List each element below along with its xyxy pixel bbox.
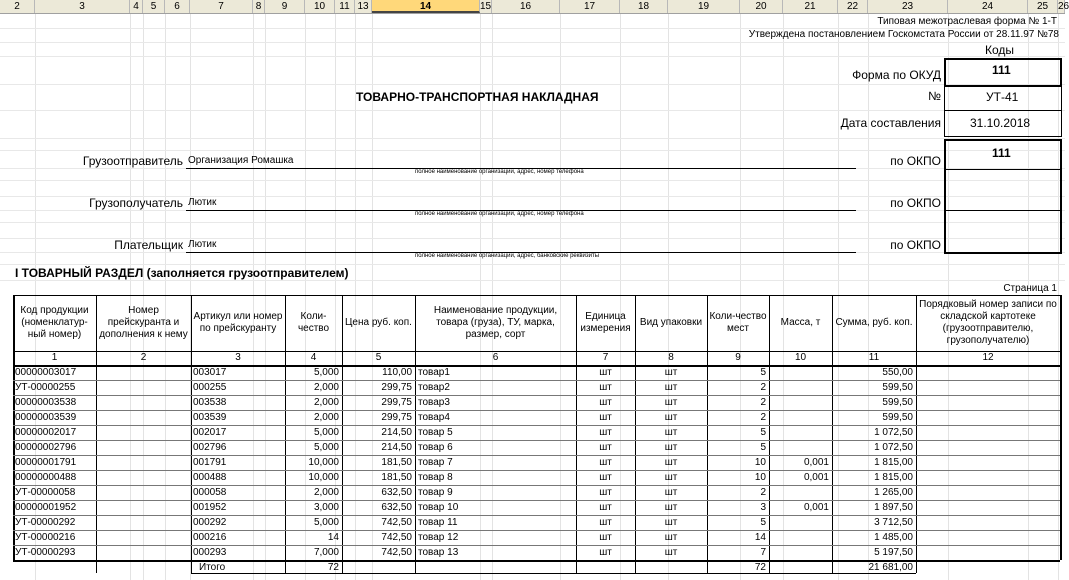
- table-header-2: Номер прейскуранта и дополнения к нему: [99, 305, 188, 340]
- cell-art[interactable]: 000488: [193, 472, 227, 483]
- cell-sum[interactable]: 1 815,00: [874, 472, 913, 483]
- cell-price[interactable]: 299,75: [381, 397, 412, 408]
- cell-pack[interactable]: шт: [664, 397, 678, 408]
- cell-art[interactable]: 000293: [193, 547, 227, 558]
- table-column-number: 3: [235, 352, 241, 363]
- cell-name[interactable]: товар 13: [418, 547, 459, 558]
- cell-pack[interactable]: шт: [664, 532, 678, 543]
- column-header-24[interactable]: 24: [948, 0, 1028, 13]
- cell-code[interactable]: УТ-00000216: [15, 532, 76, 543]
- column-header-26[interactable]: 26: [1058, 1, 1069, 12]
- cell-code[interactable]: 00000003017: [15, 367, 77, 378]
- cell-places[interactable]: 14: [754, 532, 766, 543]
- table-header-9: Коли-чество мест: [709, 311, 767, 334]
- cell-sum[interactable]: 550,00: [882, 367, 913, 378]
- table-column-number: 9: [735, 352, 741, 363]
- cell-art[interactable]: 002017: [193, 427, 227, 438]
- cell-name[interactable]: товар4: [418, 412, 450, 423]
- table-row[interactable]: [0, 531, 1065, 546]
- grid-line-horizontal: [0, 138, 1065, 139]
- payer-value[interactable]: Лютик: [188, 239, 217, 250]
- cell-pack[interactable]: шт: [664, 487, 678, 498]
- cell-price[interactable]: 181,50: [381, 472, 412, 483]
- total-label: Итого: [199, 562, 226, 573]
- payer-label: Плательщик: [114, 238, 183, 252]
- cell-art[interactable]: 000292: [193, 517, 227, 528]
- cell-qty[interactable]: 3,000: [313, 502, 339, 513]
- column-header-8[interactable]: 8: [253, 0, 265, 13]
- payer-hint: полное наименование организации, адрес, банковские реквизиты: [415, 253, 600, 259]
- sender-hint: полное наименование организации, адрес, номер телефона: [415, 169, 584, 175]
- column-header-22[interactable]: 22: [838, 0, 868, 13]
- cell-places[interactable]: 5: [760, 517, 766, 528]
- cell-unit[interactable]: шт: [599, 367, 612, 378]
- column-header-16[interactable]: 16: [492, 0, 560, 13]
- cell-mass[interactable]: 0,001: [803, 472, 829, 483]
- form-meta-line2: Утверждена постановлением Госкомстата России от 28.11.97 №78: [748, 29, 1059, 40]
- cell-code[interactable]: 00000002017: [15, 427, 77, 438]
- grid-line-horizontal: [0, 84, 1065, 85]
- cell-unit[interactable]: шт: [599, 397, 612, 408]
- sender-value[interactable]: Организация Ромашка: [188, 155, 294, 166]
- cell-name[interactable]: товар3: [418, 397, 450, 408]
- cell-places[interactable]: 10: [754, 472, 766, 483]
- table-column-number: 4: [310, 352, 317, 363]
- column-header-15[interactable]: 15: [480, 1, 492, 12]
- grid-line-horizontal: [0, 56, 1065, 57]
- grid-line-horizontal: [0, 280, 1065, 281]
- table-header-1: Код продукции (номенклатур-ный номер): [20, 305, 89, 340]
- cell-pack[interactable]: шт: [664, 427, 678, 438]
- okpo-label-payer: по ОКПО: [890, 238, 941, 252]
- cell-code[interactable]: УТ-00000255: [15, 382, 76, 393]
- cell-places[interactable]: 5: [760, 442, 766, 453]
- column-header-13[interactable]: 13: [355, 0, 372, 13]
- cell-art[interactable]: 001791: [193, 457, 227, 468]
- totals-bottom-border: [191, 573, 916, 574]
- cell-pack[interactable]: шт: [664, 457, 678, 468]
- cell-sum[interactable]: 1 072,50: [874, 442, 913, 453]
- cell-name[interactable]: товар 9: [418, 487, 453, 498]
- column-header-2[interactable]: 2: [0, 0, 35, 13]
- table-column-number: 1: [51, 352, 58, 363]
- cell-places[interactable]: 2: [760, 382, 766, 393]
- codes-header: Коды: [985, 43, 1015, 57]
- table-row[interactable]: [0, 426, 1065, 441]
- cell-sum[interactable]: 5 197,50: [874, 547, 913, 558]
- form-meta-line1: Типовая межотраслевая форма № 1-Т: [877, 16, 1057, 27]
- table-column-number: 6: [492, 352, 499, 363]
- cell-sum[interactable]: 3 712,50: [874, 517, 913, 528]
- column-header-5[interactable]: 5: [143, 0, 165, 13]
- cell-code[interactable]: 00000001952: [15, 502, 77, 513]
- cell-qty[interactable]: 2,000: [313, 397, 339, 408]
- column-header-18[interactable]: 18: [620, 0, 668, 13]
- table-row[interactable]: [0, 546, 1065, 561]
- cell-name[interactable]: товар2: [418, 382, 450, 393]
- cell-places[interactable]: 3: [760, 502, 766, 513]
- cell-qty[interactable]: 7,000: [313, 547, 339, 558]
- cell-pack[interactable]: шт: [664, 367, 678, 378]
- column-header-3[interactable]: 3: [35, 0, 130, 13]
- table-header-3: Артикул или номер по прейскуранту: [193, 311, 283, 334]
- cell-price[interactable]: 632,50: [381, 502, 412, 513]
- cell-code[interactable]: 00000003539: [15, 412, 77, 423]
- cell-pack[interactable]: шт: [664, 502, 678, 513]
- cell-unit[interactable]: шт: [599, 532, 612, 543]
- cell-unit[interactable]: шт: [599, 472, 612, 483]
- cell-name[interactable]: товар 11: [418, 517, 458, 528]
- total-sum: 21 681,00: [868, 562, 913, 573]
- table-header-10: Масса, т: [780, 317, 821, 328]
- table-row[interactable]: [0, 486, 1065, 501]
- cell-art[interactable]: 003539: [193, 412, 227, 423]
- cell-unit[interactable]: шт: [599, 547, 612, 558]
- cell-sum[interactable]: 1 072,50: [874, 427, 913, 438]
- cell-art[interactable]: 003538: [193, 397, 227, 408]
- cell-sum[interactable]: 599,50: [882, 397, 913, 408]
- cell-price[interactable]: 632,50: [381, 487, 412, 498]
- cell-pack[interactable]: шт: [664, 382, 678, 393]
- cell-name[interactable]: товар 8: [418, 472, 453, 483]
- okpo-label-receiver: по ОКПО: [890, 196, 941, 210]
- section-title: I ТОВАРНЫЙ РАЗДЕЛ (заполняется грузоотправителем): [15, 266, 349, 280]
- cell-code[interactable]: УТ-00000293: [15, 547, 76, 558]
- doc-number-value[interactable]: УТ-41: [986, 90, 1019, 104]
- cell-price[interactable]: 214,50: [381, 442, 412, 453]
- cell-places[interactable]: 2: [760, 397, 766, 408]
- cell-sum[interactable]: 1 897,50: [874, 502, 913, 513]
- cell-code[interactable]: УТ-00000058: [15, 487, 76, 498]
- receiver-label: Грузополучатель: [89, 196, 183, 210]
- table-row[interactable]: [0, 381, 1065, 396]
- cell-mass[interactable]: 0,001: [803, 457, 829, 468]
- cell-unit[interactable]: шт: [599, 502, 612, 513]
- cell-places[interactable]: 5: [760, 367, 766, 378]
- table-header-8: Вид упаковки: [639, 317, 703, 328]
- cell-name[interactable]: товар 6: [418, 442, 453, 453]
- grid-line-horizontal: [0, 180, 1065, 181]
- column-header-19[interactable]: 19: [668, 0, 740, 13]
- sender-label: Грузоотправитель: [82, 154, 183, 168]
- cell-price[interactable]: 299,75: [381, 382, 412, 393]
- cell-price[interactable]: 181,50: [381, 457, 412, 468]
- cell-price[interactable]: 110,00: [382, 367, 412, 378]
- date-value[interactable]: 31.10.2018: [970, 116, 1031, 130]
- cell-price[interactable]: 742,50: [381, 547, 412, 558]
- table-row[interactable]: [0, 471, 1065, 486]
- cell-qty[interactable]: 2,000: [313, 412, 339, 423]
- cell-places[interactable]: 2: [760, 412, 766, 423]
- cell-qty[interactable]: 5,000: [313, 427, 339, 438]
- cell-qty[interactable]: 14: [327, 532, 339, 543]
- okud-value[interactable]: 111: [992, 63, 1011, 77]
- table-row[interactable]: [0, 456, 1065, 471]
- cell-price[interactable]: 742,50: [381, 532, 412, 543]
- cell-places[interactable]: 7: [760, 547, 766, 558]
- okpo-divider-1: [944, 169, 1062, 170]
- table-column-number: 7: [602, 352, 609, 363]
- table-header-11: Сумма, руб. коп.: [835, 317, 913, 328]
- cell-unit[interactable]: шт: [599, 487, 612, 498]
- cell-code[interactable]: УТ-00000292: [15, 517, 76, 528]
- cell-unit[interactable]: шт: [599, 517, 612, 528]
- column-header-14[interactable]: 14: [372, 0, 480, 13]
- cell-name[interactable]: товар 7: [418, 457, 453, 468]
- cell-code[interactable]: 00000002796: [15, 442, 77, 453]
- cell-qty[interactable]: 5,000: [313, 367, 339, 378]
- column-header-bar: [0, 0, 1069, 14]
- cell-sum[interactable]: 1 265,00: [874, 487, 913, 498]
- cell-unit[interactable]: шт: [599, 442, 612, 453]
- column-header-20[interactable]: 20: [740, 0, 783, 13]
- cell-art[interactable]: 002796: [193, 442, 227, 453]
- cell-name[interactable]: товар 12: [418, 532, 459, 543]
- okpo-label-sender: по ОКПО: [890, 154, 941, 168]
- cell-pack[interactable]: шт: [664, 472, 678, 483]
- doc-number-label: №: [928, 89, 941, 103]
- cell-places[interactable]: 2: [760, 487, 766, 498]
- table-column-number: 10: [794, 352, 807, 363]
- table-header-4: Коли-чество: [297, 311, 330, 334]
- cell-qty[interactable]: 5,000: [313, 517, 339, 528]
- date-label: Дата составления: [840, 116, 941, 130]
- cell-unit[interactable]: шт: [599, 382, 612, 393]
- cell-code[interactable]: 00000000488: [15, 472, 77, 483]
- table-row[interactable]: [0, 411, 1065, 426]
- cell-price[interactable]: 299,75: [381, 412, 412, 423]
- cell-unit[interactable]: шт: [599, 427, 612, 438]
- column-header-10[interactable]: 10: [305, 0, 335, 13]
- document-title: ТОВАРНО-ТРАНСПОРТНАЯ НАКЛАДНАЯ: [356, 90, 599, 104]
- cell-price[interactable]: 214,50: [381, 427, 412, 438]
- cell-sum[interactable]: 599,50: [882, 382, 913, 393]
- column-header-23[interactable]: 23: [868, 0, 948, 13]
- cell-unit[interactable]: шт: [599, 412, 612, 423]
- table-column-number: 11: [868, 352, 880, 363]
- cell-qty[interactable]: 10,000: [308, 457, 339, 468]
- total-qty: 72: [327, 562, 339, 573]
- table-header-7: Единица измерения: [580, 311, 631, 334]
- grid-line-horizontal: [0, 222, 1065, 223]
- cell-art[interactable]: 003017: [193, 367, 227, 378]
- cell-sum[interactable]: 1 485,00: [874, 532, 913, 543]
- column-header-25[interactable]: 25: [1028, 0, 1058, 13]
- okpo-sender-value[interactable]: 111: [992, 146, 1011, 160]
- table-header-6: Наименование продукции, товара (груза), ТУ, марка, размер, сорт: [433, 305, 558, 340]
- column-header-4[interactable]: 4: [130, 0, 143, 13]
- column-header-7[interactable]: 7: [190, 0, 253, 13]
- cell-pack[interactable]: шт: [664, 412, 678, 423]
- table-row[interactable]: [0, 501, 1065, 516]
- cell-places[interactable]: 10: [754, 457, 766, 468]
- cell-code[interactable]: 00000001791: [15, 457, 77, 468]
- cell-mass[interactable]: 0,001: [803, 502, 829, 513]
- cell-price[interactable]: 742,50: [381, 517, 412, 528]
- cell-qty[interactable]: 2,000: [313, 487, 339, 498]
- table-row[interactable]: [0, 366, 1065, 381]
- grid-line-horizontal: [0, 264, 1065, 265]
- cell-name[interactable]: товар1: [418, 367, 450, 378]
- total-places: 72: [754, 562, 766, 573]
- okud-label: Форма по ОКУД: [852, 68, 941, 82]
- page-label: Страница 1: [1003, 283, 1057, 294]
- grid-line-horizontal: [0, 42, 1065, 43]
- receiver-hint: полное наименование организации, адрес, номер телефона: [415, 211, 584, 217]
- cell-name[interactable]: товар 10: [418, 502, 459, 513]
- cell-art[interactable]: 001952: [193, 502, 227, 513]
- grid-line-horizontal: [0, 110, 1065, 111]
- cell-art[interactable]: 000058: [193, 487, 227, 498]
- cell-sum[interactable]: 1 815,00: [874, 457, 913, 468]
- table-row[interactable]: [0, 516, 1065, 531]
- table-header-5: Цена руб. коп.: [345, 317, 412, 328]
- cell-art[interactable]: 000216: [193, 532, 227, 543]
- cell-unit[interactable]: шт: [599, 457, 612, 468]
- cell-name[interactable]: товар 5: [418, 427, 453, 438]
- column-header-11[interactable]: 11: [335, 0, 355, 13]
- table-header-12: Порядковый номер записи по складской картотеке (грузоотправителю, грузополучателю): [919, 299, 1057, 346]
- cell-qty[interactable]: 10,000: [308, 472, 339, 483]
- cell-pack[interactable]: шт: [664, 517, 678, 528]
- cell-pack[interactable]: шт: [664, 442, 678, 453]
- okpo-divider-2: [944, 210, 1062, 211]
- grid-line-horizontal: [0, 150, 1065, 151]
- table-row[interactable]: [0, 396, 1065, 411]
- column-header-9[interactable]: 9: [265, 0, 305, 13]
- table-row[interactable]: [0, 441, 1065, 456]
- column-header-6[interactable]: 6: [165, 0, 190, 13]
- cell-sum[interactable]: 599,50: [882, 412, 913, 423]
- cell-qty[interactable]: 5,000: [313, 442, 339, 453]
- cell-qty[interactable]: 2,000: [313, 382, 339, 393]
- table-column-number: 2: [140, 352, 147, 363]
- receiver-value[interactable]: Лютик: [188, 197, 217, 208]
- cell-code[interactable]: 00000003538: [15, 397, 77, 408]
- cell-places[interactable]: 5: [760, 427, 766, 438]
- column-header-17[interactable]: 17: [560, 0, 620, 13]
- table-column-number: 8: [668, 352, 674, 363]
- table-column-number: 5: [375, 352, 382, 363]
- table-column-number: 12: [982, 352, 994, 363]
- column-header-21[interactable]: 21: [783, 0, 838, 13]
- cell-art[interactable]: 000255: [193, 382, 227, 393]
- cell-pack[interactable]: шт: [664, 547, 678, 558]
